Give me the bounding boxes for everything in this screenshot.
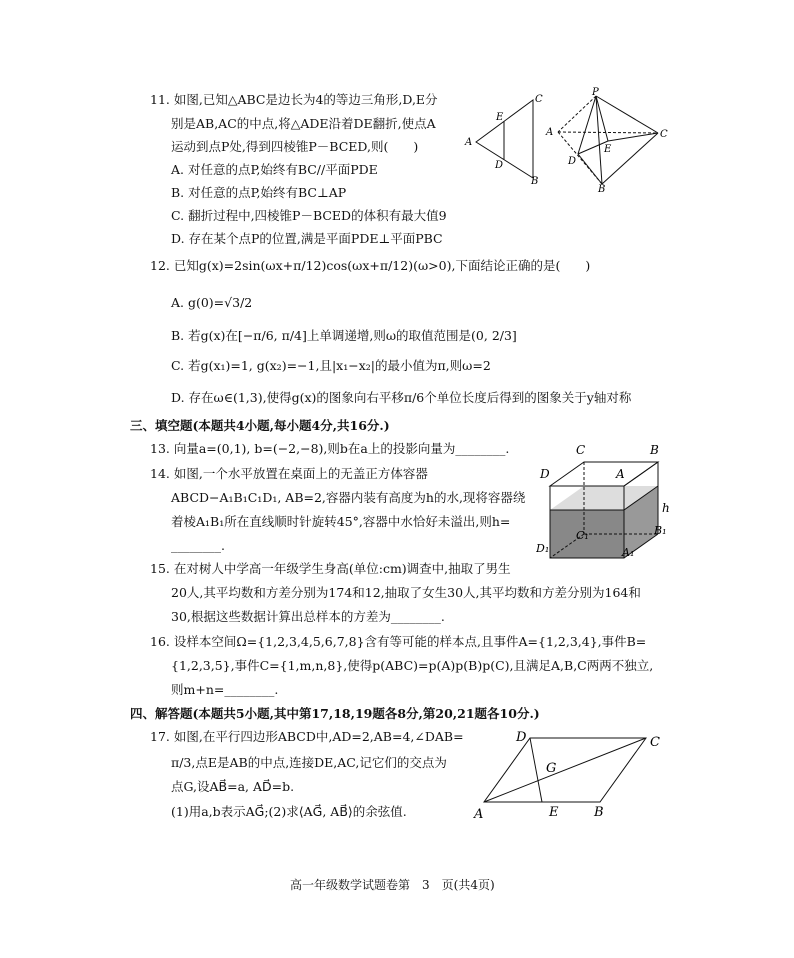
- q13-text: 13. 向量a=(0,1), b=(−2,−8),则b在a上的投影向量为________.: [150, 441, 510, 456]
- label-c: C: [535, 94, 543, 105]
- label-d: D: [495, 160, 504, 171]
- q15-line-3: 30,根据这些数据计算出总样本的方差为________.: [171, 609, 445, 624]
- q12-option-b: B. 若g(x)在[−π/6, π/4]上单调递增,则ω的取值范围是(0, 2/3]: [171, 328, 517, 343]
- page-footer: 高一年级数学试题卷第 3 页(共4页): [290, 878, 495, 892]
- label-e: E: [496, 112, 504, 123]
- label-a: A: [465, 137, 473, 148]
- q15-line-1: 15. 在对树人中学高一年级学生身高(单位:cm)调查中,抽取了男生: [150, 561, 511, 576]
- label-d: D: [516, 730, 527, 745]
- label-a1: A₁: [622, 546, 635, 559]
- section-solution-heading: 四、解答题(本题共5小题,其中第17,18,19题各8分,第20,21题各10分.): [130, 706, 540, 721]
- q16-line-2: {1,2,3,5},事件C={1,m,n,8},使得p(ABC)=p(A)p(B)p(C),且满足A,B,C两两不独立,: [171, 658, 654, 673]
- label-c: C: [576, 443, 586, 457]
- q14-line-2: ABCD−A₁B₁C₁D₁, AB=2,容器内装有高度为h的水,现将容器绕: [171, 490, 526, 505]
- q12-option-d: D. 存在ω∈(1,3),使得g(x)的图象向右平移π/6个单位长度后得到的图象关于y轴对称: [171, 390, 632, 405]
- label-d: D: [540, 467, 550, 481]
- label-a: A: [616, 467, 625, 481]
- label-d: D: [568, 156, 577, 167]
- label-c: C: [650, 735, 660, 750]
- label-b: B: [594, 805, 604, 820]
- q14-cube-figure: [536, 438, 676, 562]
- label-e: E: [549, 805, 559, 820]
- q14-line-3: 着棱A₁B₁所在直线顺时针旋转45°,容器中水恰好未溢出,则h=: [171, 514, 511, 529]
- label-g: G: [546, 761, 557, 776]
- q17-parallelogram-figure: [470, 724, 670, 824]
- label-e: E: [604, 144, 612, 155]
- q16-line-3: 则m+n=________.: [171, 682, 279, 697]
- q11-pyramid-figure: [540, 86, 670, 194]
- q14-line-1: 14. 如图,一个水平放置在桌面上的无盖正方体容器: [150, 466, 428, 481]
- q17-line-4: (1)用a,b表示AG⃗;(2)求⟨AG⃗, AB⃗⟩的余弦值.: [171, 804, 407, 819]
- q12-option-a: A. g(0)=√3/2: [171, 295, 253, 310]
- q11-line-1: 11. 如图,已知△ABC是边长为4的等边三角形,D,E分: [150, 92, 438, 107]
- label-p: P: [592, 87, 599, 98]
- label-c: C: [660, 129, 668, 140]
- label-b: B: [598, 184, 606, 194]
- label-a: A: [546, 127, 554, 138]
- q11-option-b: B. 对任意的点P,始终有BC⊥AP: [171, 185, 347, 200]
- q14-line-4: ________.: [171, 538, 225, 553]
- q12-option-c: C. 若g(x₁)=1, g(x₂)=−1,且|x₁−x₂|的最小值为π,则ω=2: [171, 358, 491, 373]
- label-b1: B₁: [654, 524, 667, 537]
- q17-line-3: 点G,设AB⃗=a, AD⃗=b.: [171, 779, 295, 794]
- label-d1: D₁: [536, 542, 550, 555]
- q11-option-a: A. 对任意的点P,始终有BC//平面PDE: [171, 162, 378, 177]
- q17-line-2: π/3,点E是AB的中点,连接DE,AC,记它们的交点为: [171, 755, 447, 770]
- label-b: B: [650, 443, 659, 457]
- label-a: A: [474, 807, 484, 822]
- q16-line-1: 16. 设样本空间Ω={1,2,3,4,5,6,7,8}含有等可能的样本点,且事件A={1,2,3,4},事件B=: [150, 634, 647, 649]
- q11-option-c: C. 翻折过程中,四棱锥P－BCED的体积有最大值9: [171, 208, 447, 223]
- label-h: h: [662, 501, 670, 515]
- label-c1: C₁: [576, 529, 589, 542]
- section-fill-in-heading: 三、填空题(本题共4小题,每小题4分,共16分.): [130, 418, 390, 433]
- label-b: B: [531, 176, 539, 186]
- q15-line-2: 20人,其平均数和方差分别为174和12,抽取了女生30人,其平均数和方差分别为164和: [171, 585, 641, 600]
- q11-line-2: 别是AB,AC的中点,将△ADE沿着DE翻折,使点A: [171, 116, 436, 131]
- q11-option-d: D. 存在某个点P的位置,满是平面PDE⊥平面PBC: [171, 231, 443, 246]
- q11-line-3: 运动到点P处,得到四棱锥P－BCED,则( ): [171, 139, 419, 154]
- q17-line-1: 17. 如图,在平行四边形ABCD中,AD=2,AB=4,∠DAB=: [150, 729, 464, 744]
- q12-stem: 12. 已知g(x)=2sin(ωx+π/12)cos(ωx+π/12)(ω>0),下面结论正确的是( ): [150, 258, 591, 273]
